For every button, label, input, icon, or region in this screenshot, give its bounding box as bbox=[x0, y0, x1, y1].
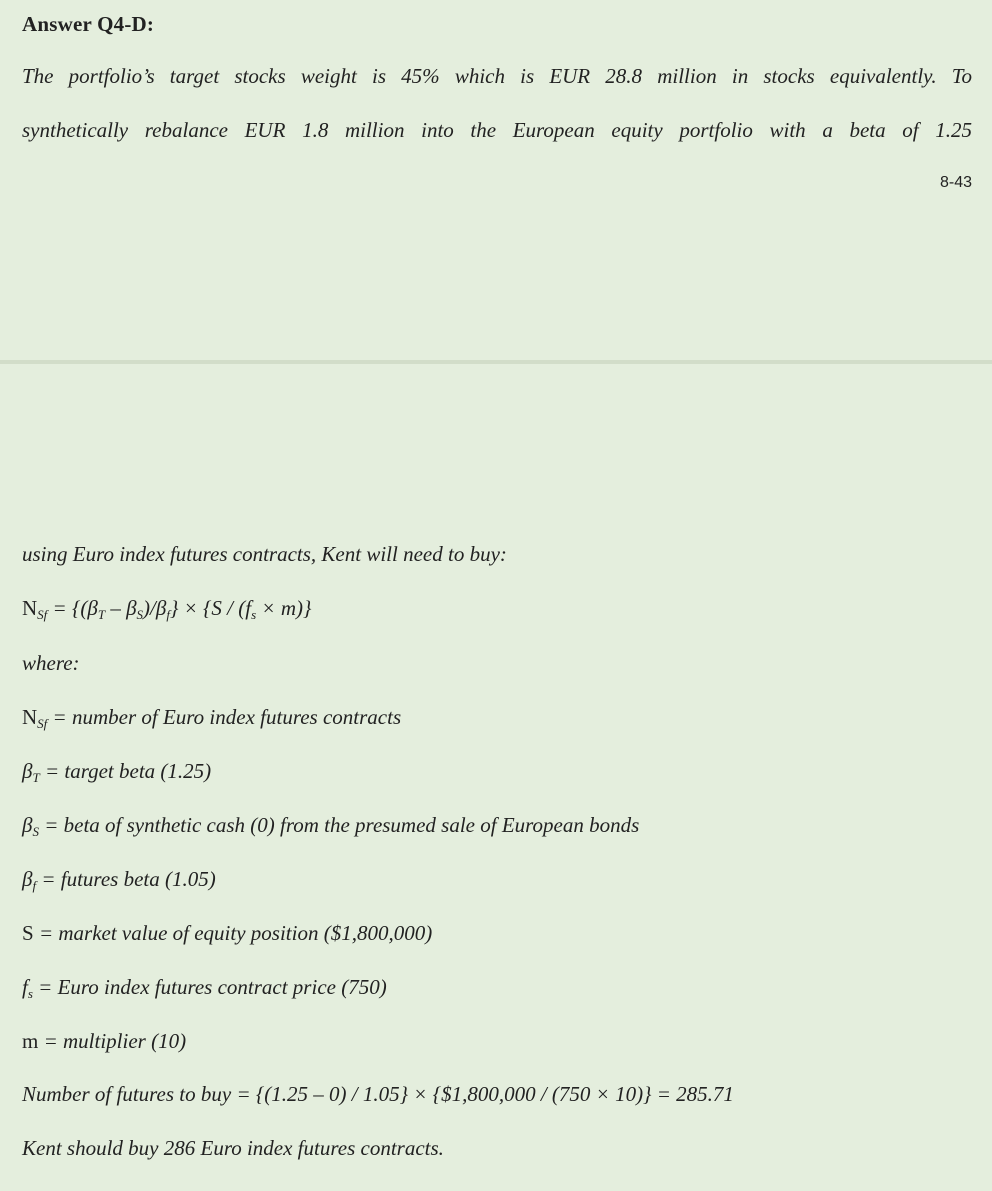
answer-heading: Answer Q4-D: bbox=[22, 12, 155, 36]
definition-m bbox=[22, 1029, 186, 1054]
formula-fs-sub: s bbox=[251, 607, 257, 622]
def-bt-text: = target beta (1.25) bbox=[39, 759, 212, 783]
def-m-symbol: m bbox=[22, 1029, 39, 1053]
intro-line-2: synthetically rebalance EUR 1.8 million into the European equity portfolio with a beta of 1.25 bbox=[22, 118, 972, 142]
def-bs-symbol: β bbox=[22, 813, 33, 837]
formula-close-div: )/ bbox=[143, 596, 156, 620]
formula bbox=[22, 596, 311, 623]
def-bf-text: = futures beta (1.05) bbox=[36, 867, 216, 891]
def-bf-sub: f bbox=[32, 878, 37, 893]
formula-tail: × m)} bbox=[256, 596, 312, 620]
formula-f-sub: f bbox=[166, 607, 170, 622]
formula-t-sub: T bbox=[97, 607, 106, 622]
def-s-symbol: S bbox=[22, 921, 34, 945]
continuation-text: using Euro index futures contracts, Kent will need to buy: bbox=[22, 542, 507, 566]
def-fs-sub: s bbox=[27, 986, 33, 1001]
def-m-text: = multiplier (10) bbox=[38, 1029, 187, 1053]
where-label: where: bbox=[22, 651, 80, 675]
formula-s-sub: S bbox=[136, 607, 144, 622]
page-top bbox=[0, 0, 992, 360]
formula-n-symbol: N bbox=[22, 596, 38, 620]
definition-beta-f bbox=[22, 867, 216, 894]
page-number: 8-43 bbox=[939, 174, 972, 191]
formula-mid: } × {S / ( bbox=[169, 596, 246, 620]
def-nsf-sub: Sf bbox=[37, 716, 48, 731]
formula-beta-f: β bbox=[155, 596, 167, 620]
def-bt-sub: T bbox=[32, 770, 40, 785]
def-bt-symbol: β bbox=[22, 759, 33, 783]
definition-fs bbox=[22, 975, 387, 1002]
page-bottom bbox=[0, 364, 992, 1191]
def-bf-symbol: β bbox=[22, 867, 33, 891]
formula-fs-symbol: f bbox=[245, 596, 252, 620]
definition-s bbox=[22, 921, 432, 946]
definition-nsf bbox=[22, 705, 401, 732]
formula-minus: – bbox=[105, 596, 127, 620]
intro-line-1: The portfolio’s target stocks weight is 45% which is EUR 28.8 million in stocks equivalently. To bbox=[22, 64, 972, 88]
calculation-line: Number of futures to buy = {(1.25 – 0) / 1.05} × {$1,800,000 / (750 × 10)} = 285.71 bbox=[22, 1082, 734, 1106]
formula-beta-t: β bbox=[87, 596, 98, 620]
conclusion-line: Kent should buy 286 Euro index futures contracts. bbox=[22, 1136, 444, 1160]
def-nsf-symbol: N bbox=[22, 705, 38, 729]
def-fs-text: = Euro index futures contract price (750) bbox=[32, 975, 387, 999]
definition-beta-s bbox=[22, 813, 639, 840]
def-bs-text: = beta of synthetic cash (0) from the presumed sale of European bonds bbox=[38, 813, 640, 837]
formula-n-sub: Sf bbox=[37, 607, 48, 622]
def-fs-symbol: f bbox=[22, 975, 28, 999]
def-s-text: = market value of equity position ($1,800,000) bbox=[33, 921, 433, 945]
definition-beta-t bbox=[22, 759, 211, 786]
formula-beta-s: β bbox=[126, 596, 137, 620]
def-bs-sub: S bbox=[32, 824, 39, 839]
def-nsf-text: = number of Euro index futures contracts bbox=[47, 705, 402, 729]
formula-eq: = {( bbox=[47, 596, 88, 620]
